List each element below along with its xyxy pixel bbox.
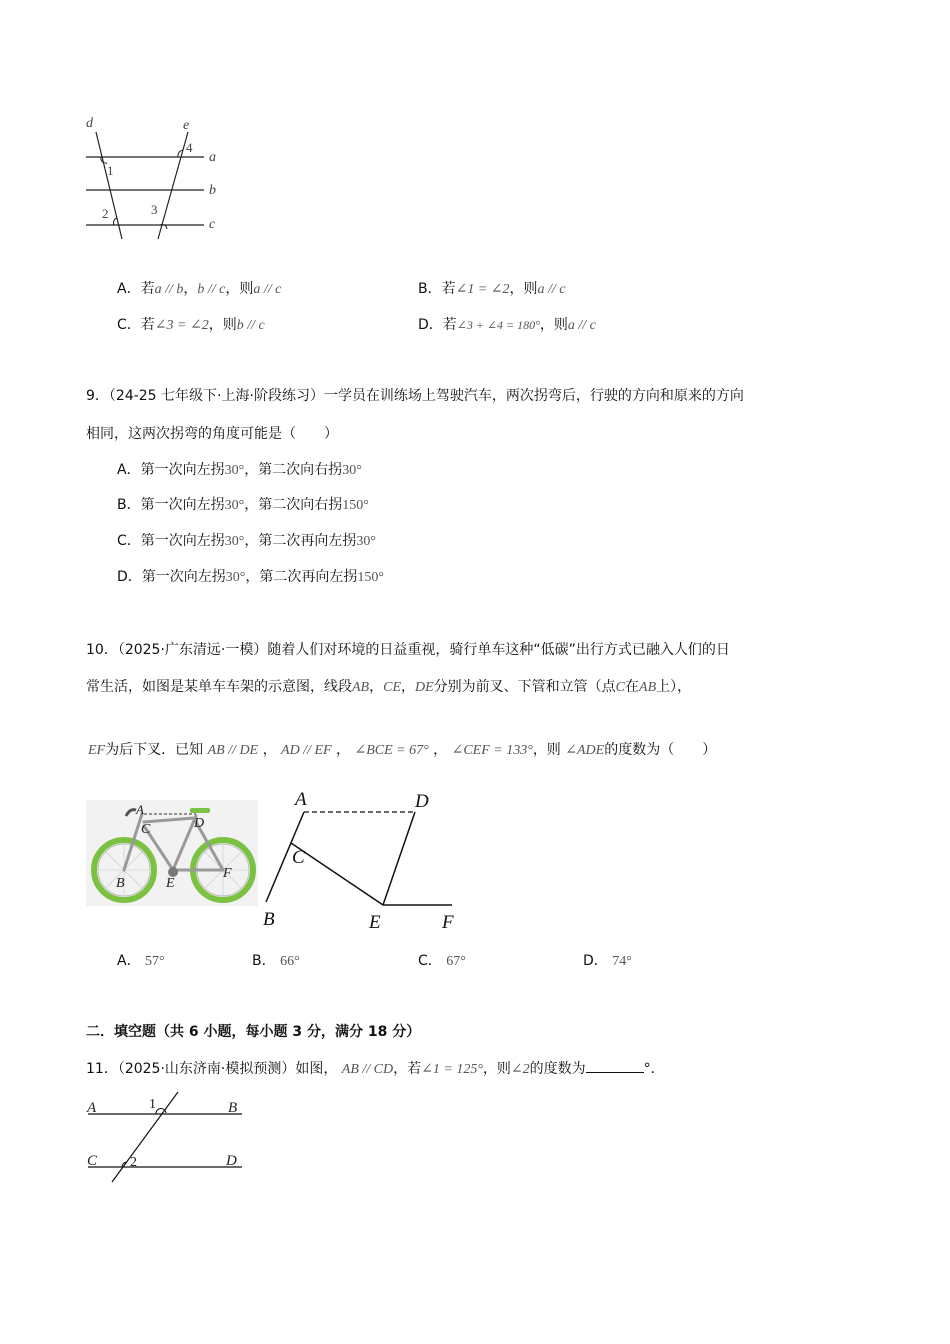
photo-label-d: D (194, 816, 205, 831)
label-1: 1 (149, 1097, 156, 1112)
photo-label-b: B (116, 876, 125, 891)
q11-stem: 11．（2025·山东济南·模拟预测）如图， AB // CD，若∠1 = 125°，则∠2的度数为 °． (86, 1058, 665, 1080)
photo-label-c: C (141, 822, 151, 837)
q9-stem-line1: 9．（24-25 七年级下·上海·阶段练习）一学员在训练场上驾驶汽车，两次拐弯后，行驶的方向和原来的方向 (86, 388, 744, 404)
diagram-label-d: D (415, 791, 429, 812)
q10-option-b[interactable]: B． 66° (252, 953, 300, 969)
q10-stem-line3: EF为后下叉．已知 AB // DE ， AD // EF ， ∠BCE = 67° ， ∠CEF = 133°，则 ∠ADE的度数为（ ） (88, 742, 717, 758)
photo-label-a: A (136, 802, 144, 817)
bicycle-photo (86, 800, 258, 906)
parallel-ab-cd-figure (82, 1088, 252, 1186)
label-4: 4 (186, 140, 193, 155)
q10-option-a[interactable]: A． 57° (117, 953, 165, 969)
label-b: B (228, 1100, 238, 1116)
label-b: b (209, 183, 216, 198)
label-1: 1 (107, 163, 114, 178)
diagram-label-e: E (369, 912, 381, 933)
photo-label-f: F (223, 866, 232, 881)
label-2: 2 (102, 206, 109, 221)
label-e: e (183, 118, 190, 133)
photo-label-e: E (166, 876, 175, 891)
q8-option-b[interactable]: B．若∠1 = ∠2，则a // c (418, 281, 566, 297)
parallel-lines-figure (80, 110, 230, 245)
label-2: 2 (130, 1155, 137, 1170)
label-3: 3 (151, 202, 158, 217)
q9-stem-line2: 相同，这两次拐弯的角度可能是（ ） (86, 426, 338, 442)
q8-option-c[interactable]: C．若∠3 = ∠2，则b // c (117, 317, 265, 333)
section-title: 二．填空题（共 6 小题，每小题 3 分，满分 18 分） (86, 1024, 421, 1040)
q9-option-c[interactable]: C．第一次向左拐30°，第二次再向左拐30° (117, 533, 376, 549)
q10-stem-line2: 常生活，如图是某单车车架的示意图，线段AB，CE，DE分别为前叉、下管和立管（点C在AB上）， (86, 679, 692, 695)
q8-option-d[interactable]: D．若∠3 + ∠4 = 180°，则a // c (418, 317, 596, 333)
label-d: d (86, 116, 93, 131)
label-d: D (226, 1153, 237, 1169)
q9-option-d[interactable]: D．第一次向左拐30°，第二次再向左拐150° (117, 569, 384, 585)
q10-option-d[interactable]: D． 74° (583, 953, 632, 969)
label-c: C (87, 1153, 98, 1169)
label-c: c (209, 217, 216, 232)
diagram-label-b: B (263, 909, 275, 930)
diagram-label-f: F (442, 912, 454, 933)
bike-frame-diagram (258, 786, 463, 936)
answer-blank[interactable] (586, 1058, 644, 1073)
diagram-label-c: C (292, 847, 305, 868)
q9-option-b[interactable]: B．第一次向左拐30°，第二次向右拐150° (117, 497, 369, 513)
label-a: A (87, 1100, 97, 1116)
q10-option-c[interactable]: C． 67° (418, 953, 466, 969)
diagram-label-a: A (295, 789, 307, 810)
label-a: a (209, 150, 216, 165)
q9-option-a[interactable]: A．第一次向左拐30°，第二次向右拐30° (117, 462, 362, 478)
q10-stem-line1: 10．（2025·广东清远·一模）随着人们对环境的日益重视，骑行单车这种“低碳”出行方式已融入人们的日 (86, 642, 730, 658)
q8-option-a[interactable]: A．若a // b，b // c，则a // c (117, 281, 282, 297)
